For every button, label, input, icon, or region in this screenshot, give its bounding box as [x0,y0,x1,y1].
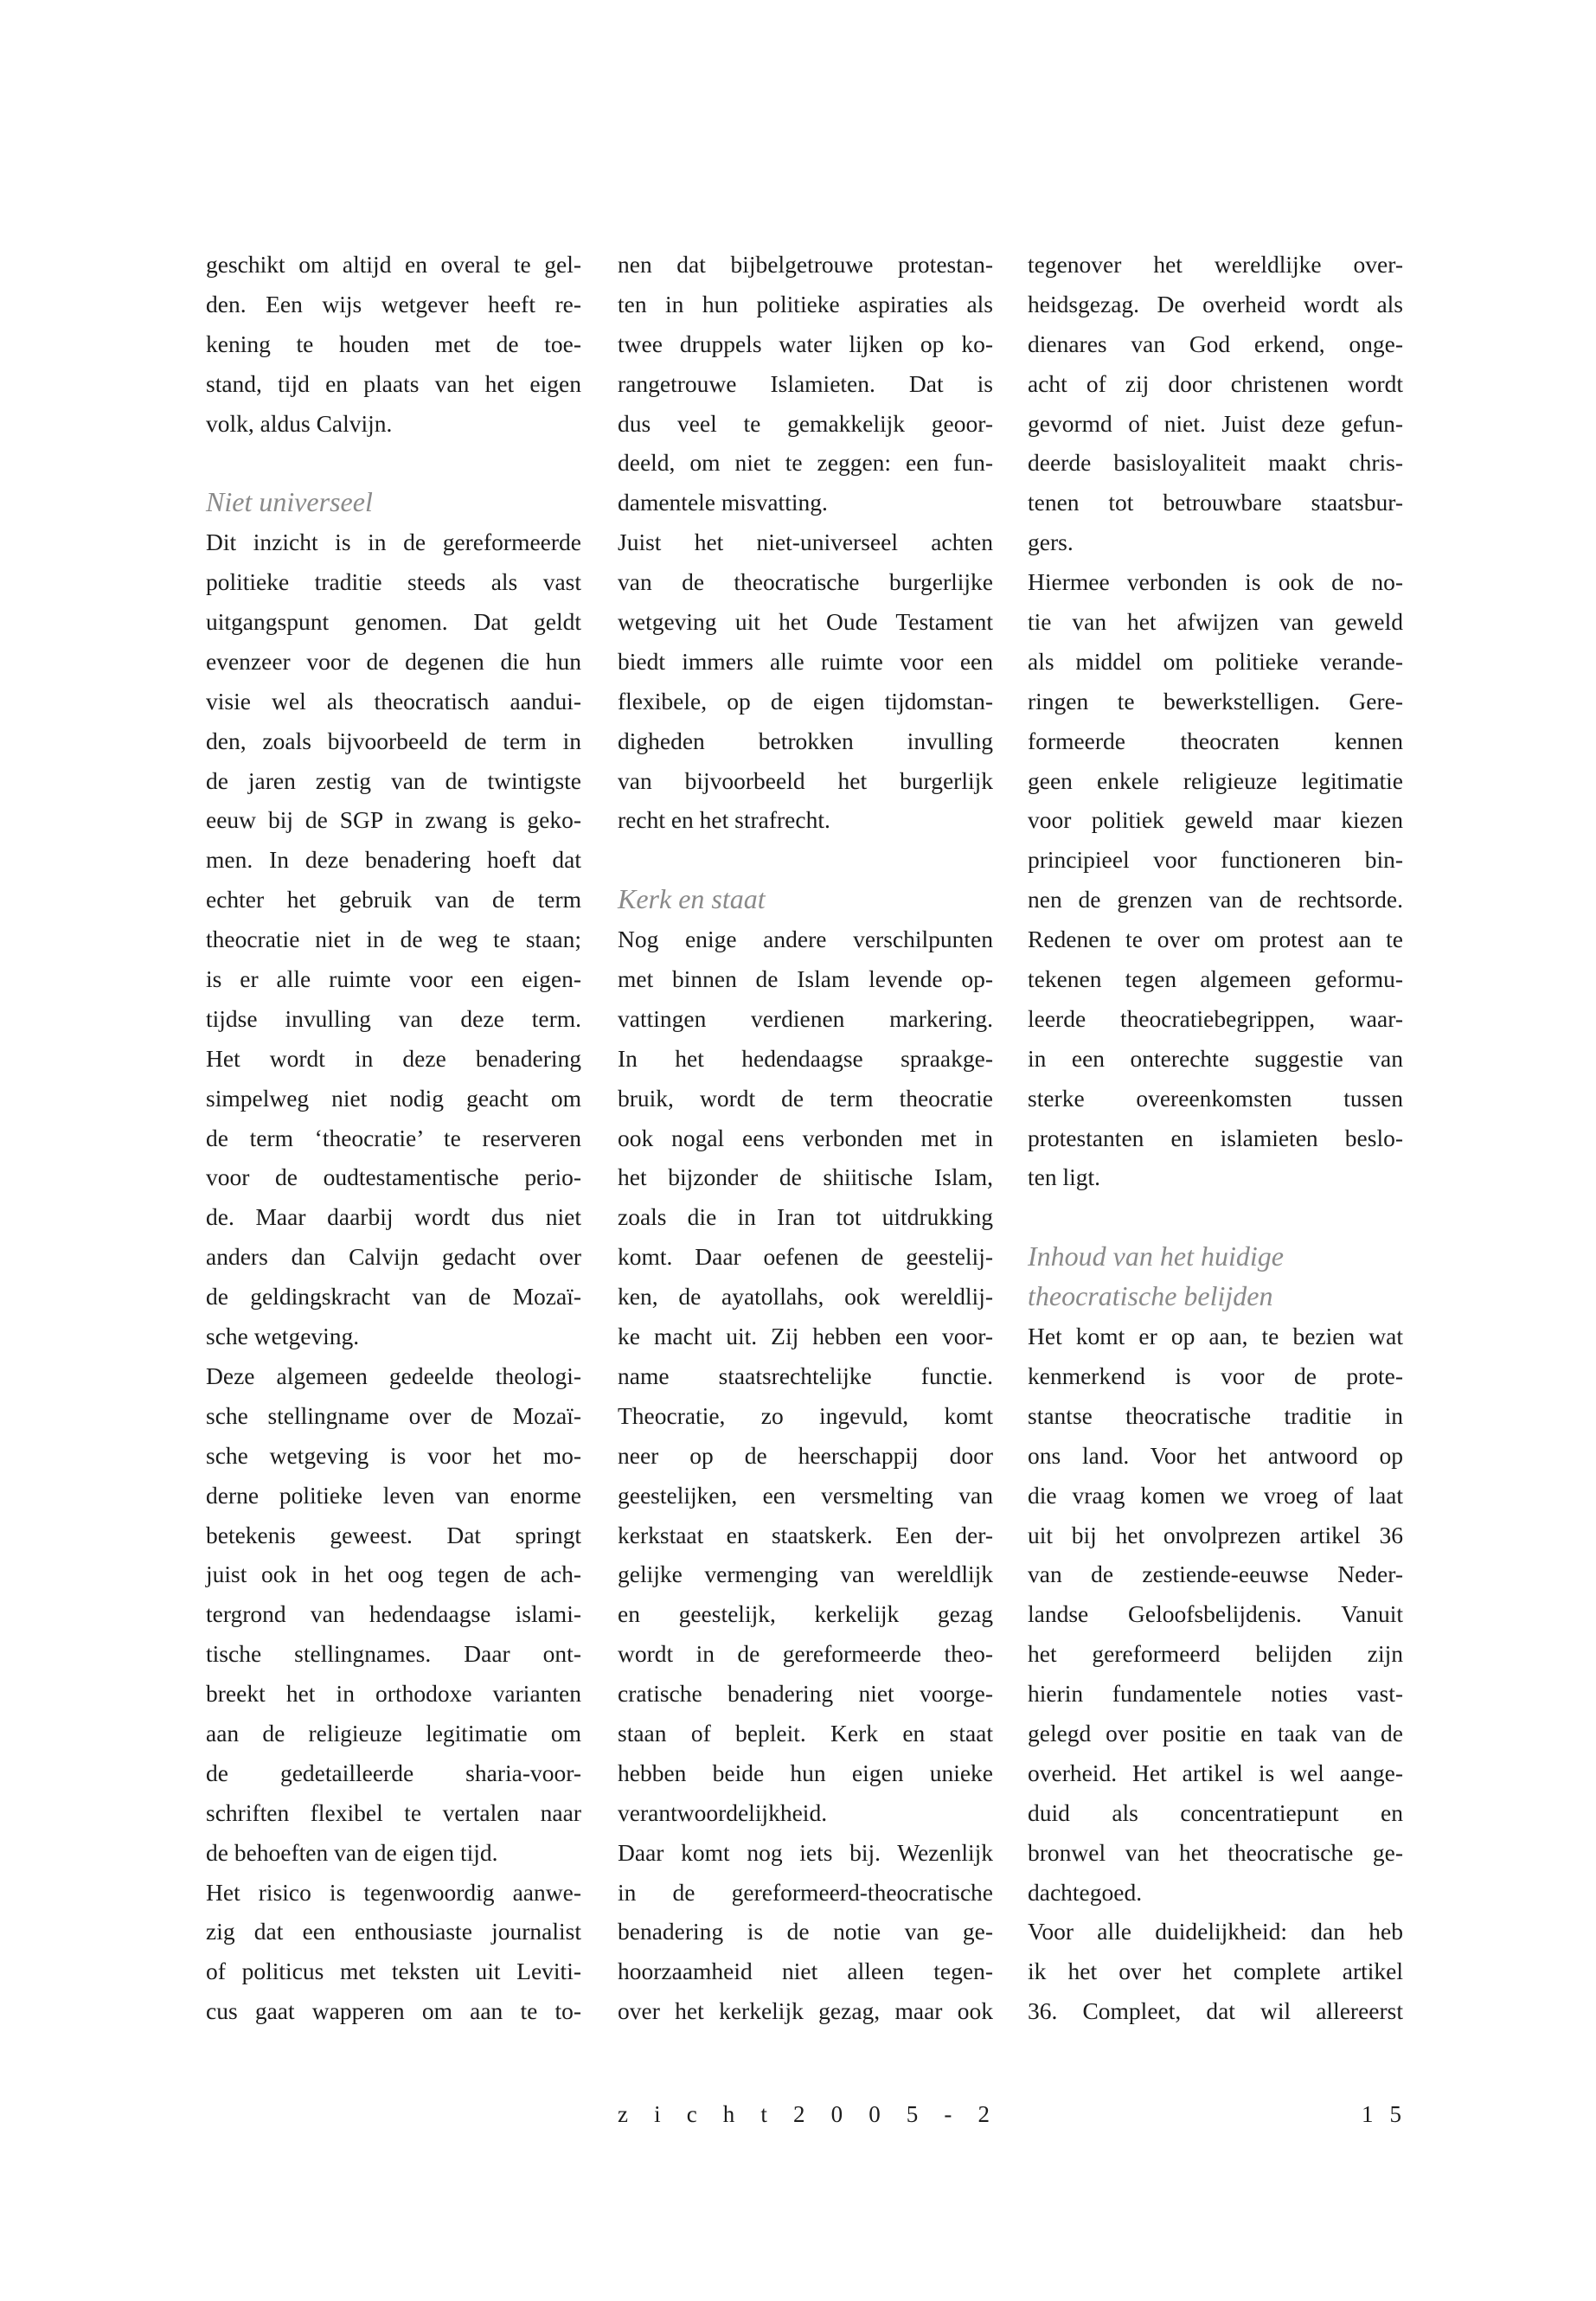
text-line: voor politiek geweld maar kiezen [1028,806,1403,834]
page-number: 1 5 [1362,2101,1401,2127]
paragraph-spacer [618,840,993,880]
text-line: zig dat een enthousiaste journalist [206,1918,581,1945]
text-line: tegenover het wereldlijke over- [1028,251,1403,278]
text-line: den. Een wijs wetgever heeft re- [206,290,581,317]
text-line: gelijke vermenging van wereldlijk [618,1561,993,1588]
text-line: deeld, om niet te zeggen: een fun- [618,449,993,477]
text-line: bruik, wordt de term theocratie [618,1084,993,1112]
text-line: eeuw bij de SGP in zwang is geko- [206,806,581,834]
text-line: kenmerkend is voor de prote- [1028,1362,1403,1389]
text-line: gevormd of niet. Juist deze gefun- [1028,409,1403,437]
text-line: simpelweg niet nodig geacht om [206,1084,581,1112]
text-line: tie van het afwijzen van geweld [1028,608,1403,636]
text-line: In het hedendaagse spraakge- [618,1044,993,1072]
text-line: het gereformeerd belijden zijn [1028,1640,1403,1668]
text-line: hebben beide hun eigen unieke [618,1759,993,1786]
text-line: Deze algemeen gedeelde theologi- [206,1362,581,1389]
journal-title-footer: z i c h t 2 0 0 5 - 2 [618,2101,990,2127]
text-line: sche wetgeving. [206,1323,360,1350]
section-heading: Niet universeel [206,486,373,518]
text-line: gelegd over positie en taak van de [1028,1719,1403,1747]
text-line: ten ligt. [1028,1163,1101,1191]
text-line: stand, tijd en plaats van het eigen [206,369,581,397]
text-line: vattingen verdienen markering. [618,1004,993,1032]
text-line: cratische benadering niet voorge- [618,1680,993,1708]
text-line: tergrond van hedendaagse islami- [206,1600,581,1628]
text-column-1 [206,245,581,2031]
text-line: formeerde theocraten kennen [1028,727,1403,754]
text-line: landse Geloofsbelijdenis. Vanuit [1028,1600,1403,1628]
text-line: juist ook in het oog tegen de ach- [206,1561,581,1588]
text-line: benadering is de notie van ge- [618,1918,993,1945]
text-line: biedt immers alle ruimte voor een [618,647,993,675]
text-line: Daar komt nog iets bij. Wezenlijk [618,1838,993,1866]
text-line: uitgangspunt genomen. Dat geldt [206,608,581,636]
text-line: rangetrouwe Islamieten. Dat is [618,369,993,397]
text-line: ken, de ayatollahs, ook wereldlij- [618,1283,993,1311]
section-heading: Inhoud van het huidige [1028,1240,1284,1272]
text-line: ringen te bewerkstelligen. Gere- [1028,687,1403,715]
text-line: die vraag komen we vroeg of laat [1028,1481,1403,1509]
text-line: volk, aldus Calvijn. [206,409,393,437]
text-line: bronwel van het theocratische ge- [1028,1838,1403,1866]
text-line: heidsgezag. De overheid wordt als [1028,290,1403,317]
text-line: sche wetgeving is voor het mo- [206,1441,581,1469]
text-line: Dit inzicht is in de gereformeerde [206,529,581,556]
text-line: leerde theocratiebegrippen, waar- [1028,1004,1403,1032]
text-line: wordt in de gereformeerde theo- [618,1640,993,1668]
text-line: Het wordt in deze benadering [206,1044,581,1072]
text-line: van de zestiende-eeuwse Neder- [1028,1561,1403,1588]
text-line: geschikt om altijd en overal te gel- [206,251,581,278]
text-column-2 [618,245,993,2031]
text-line: ons land. Voor het antwoord op [1028,1441,1403,1469]
text-line: de gedetailleerde sharia-voor- [206,1759,581,1786]
text-line: staan of bepleit. Kerk en staat [618,1719,993,1747]
text-line: Het komt er op aan, te bezien wat [1028,1323,1403,1350]
paragraph-spacer [1028,1197,1403,1237]
text-line: theocratie niet in de weg te staan; [206,926,581,953]
text-line: wetgeving uit het Oude Testament [618,608,993,636]
text-line: name staatsrechtelijke functie. [618,1362,993,1389]
text-line: gers. [1028,529,1074,556]
text-line: Redenen te over om protest aan te [1028,926,1403,953]
text-line: hoorzaamheid niet alleen tegen- [618,1958,993,1985]
text-column-3 [1028,245,1403,2031]
text-line: evenzeer voor de degenen die hun [206,647,581,675]
text-line: flexibele, op de eigen tijdomstan- [618,687,993,715]
text-line: zoals die in Iran tot uitdrukking [618,1203,993,1231]
text-line: damentele misvatting. [618,489,828,516]
text-line: anders dan Calvijn gedacht over [206,1243,581,1271]
text-line: geestelijken, een versmelting van [618,1481,993,1509]
text-line: den, zoals bijvoorbeeld de term in [206,727,581,754]
text-line: komt. Daar oefenen de geestelij- [618,1243,993,1271]
paragraph-spacer [206,443,581,483]
text-line: uit bij het onvolprezen artikel 36 [1028,1521,1403,1548]
text-line: overheid. Het artikel is wel aange- [1028,1759,1403,1786]
text-line: is er alle ruimte voor een eigen- [206,965,581,993]
text-line: principieel voor functioneren bin- [1028,846,1403,874]
text-line: tekenen tegen algemeen geformu- [1028,965,1403,993]
text-line: van bijvoorbeeld het burgerlijk [618,766,993,794]
text-line: politieke traditie steeds als vast [206,568,581,596]
text-line: recht en het strafrecht. [618,806,830,834]
text-line: de jaren zestig van de twintigste [206,766,581,794]
text-line: kerkstaat en staatskerk. Een der- [618,1521,993,1548]
text-line: en geestelijk, kerkelijk gezag [618,1600,993,1628]
text-line: geen enkele religieuze legitimatie [1028,766,1403,794]
text-line: sterke overeenkomsten tussen [1028,1084,1403,1112]
text-line: tijdse invulling van deze term. [206,1004,581,1032]
text-line: dienares van God erkend, onge- [1028,330,1403,357]
text-line: breekt het in orthodoxe varianten [206,1680,581,1708]
text-line: schriften flexibel te vertalen naar [206,1798,581,1826]
text-line: als middel om politieke verande- [1028,647,1403,675]
text-line: derne politieke leven van enorme [206,1481,581,1509]
text-line: kening te houden met de toe- [206,330,581,357]
text-line: acht of zij door christenen wordt [1028,369,1403,397]
text-line: Juist het niet-universeel achten [618,529,993,556]
text-line: betekenis geweest. Dat springt [206,1521,581,1548]
text-line: cus gaat wapperen om aan te to- [206,1997,581,2025]
text-line: de geldingskracht van de Mozaï- [206,1283,581,1311]
text-line: neer op de heerschappij door [618,1441,993,1469]
text-line: dachtegoed. [1028,1878,1143,1906]
text-line: Theocratie, zo ingevuld, komt [618,1401,993,1429]
text-line: echter het gebruik van de term [206,886,581,913]
text-line: de term ‘theocratie’ te reserveren [206,1124,581,1151]
text-line: tenen tot betrouwbare staatsbur- [1028,489,1403,516]
text-line: of politicus met teksten uit Leviti- [206,1958,581,1985]
text-line: Hiermee verbonden is ook de no- [1028,568,1403,596]
text-line: in een onterechte suggestie van [1028,1044,1403,1072]
text-line: hierin fundamentele noties vast- [1028,1680,1403,1708]
text-line: Nog enige andere verschilpunten [618,926,993,953]
text-line: protestanten en islamieten beslo- [1028,1124,1403,1151]
text-line: met binnen de Islam levende op- [618,965,993,993]
text-line: digheden betrokken invulling [618,727,993,754]
text-line: nen de grenzen van de rechtsorde. [1028,886,1403,913]
text-line: 36. Compleet, dat wil allereerst [1028,1997,1403,2025]
text-line: ik het over het complete artikel [1028,1958,1403,1985]
text-line: aan de religieuze legitimatie om [206,1719,581,1747]
text-line: ke macht uit. Zij hebben een voor- [618,1323,993,1350]
text-line: over het kerkelijk gezag, maar ook [618,1997,993,2025]
section-heading: theocratische belijden [1028,1280,1273,1312]
text-line: Voor alle duidelijkheid: dan heb [1028,1918,1403,1945]
text-line: ten in hun politieke aspiraties als [618,290,993,317]
text-line: Het risico is tegenwoordig aanwe- [206,1878,581,1906]
text-line: ook nogal eens verbonden met in [618,1124,993,1151]
text-line: van de theocratische burgerlijke [618,568,993,596]
text-line: verantwoordelijkheid. [618,1798,828,1826]
text-line: de behoeften van de eigen tijd. [206,1838,498,1866]
text-line: de. Maar daarbij wordt dus niet [206,1203,581,1231]
text-line: deerde basisloyaliteit maakt chris- [1028,449,1403,477]
text-line: tische stellingnames. Daar ont- [206,1640,581,1668]
text-line: in de gereformeerd-theocratische [618,1878,993,1906]
text-line: het bijzonder de shiitische Islam, [618,1163,993,1191]
text-line: stantse theocratische traditie in [1028,1401,1403,1429]
text-line: nen dat bijbelgetrouwe protestan- [618,251,993,278]
text-line: dus veel te gemakkelijk geoor- [618,409,993,437]
text-line: voor de oudtestamentische perio- [206,1163,581,1191]
text-line: duid als concentratiepunt en [1028,1798,1403,1826]
text-line: twee druppels water lijken op ko- [618,330,993,357]
text-line: sche stellingname over de Mozaï- [206,1401,581,1429]
section-heading: Kerk en staat [618,883,766,915]
text-line: men. In deze benadering hoeft dat [206,846,581,874]
text-line: visie wel als theocratisch aandui- [206,687,581,715]
